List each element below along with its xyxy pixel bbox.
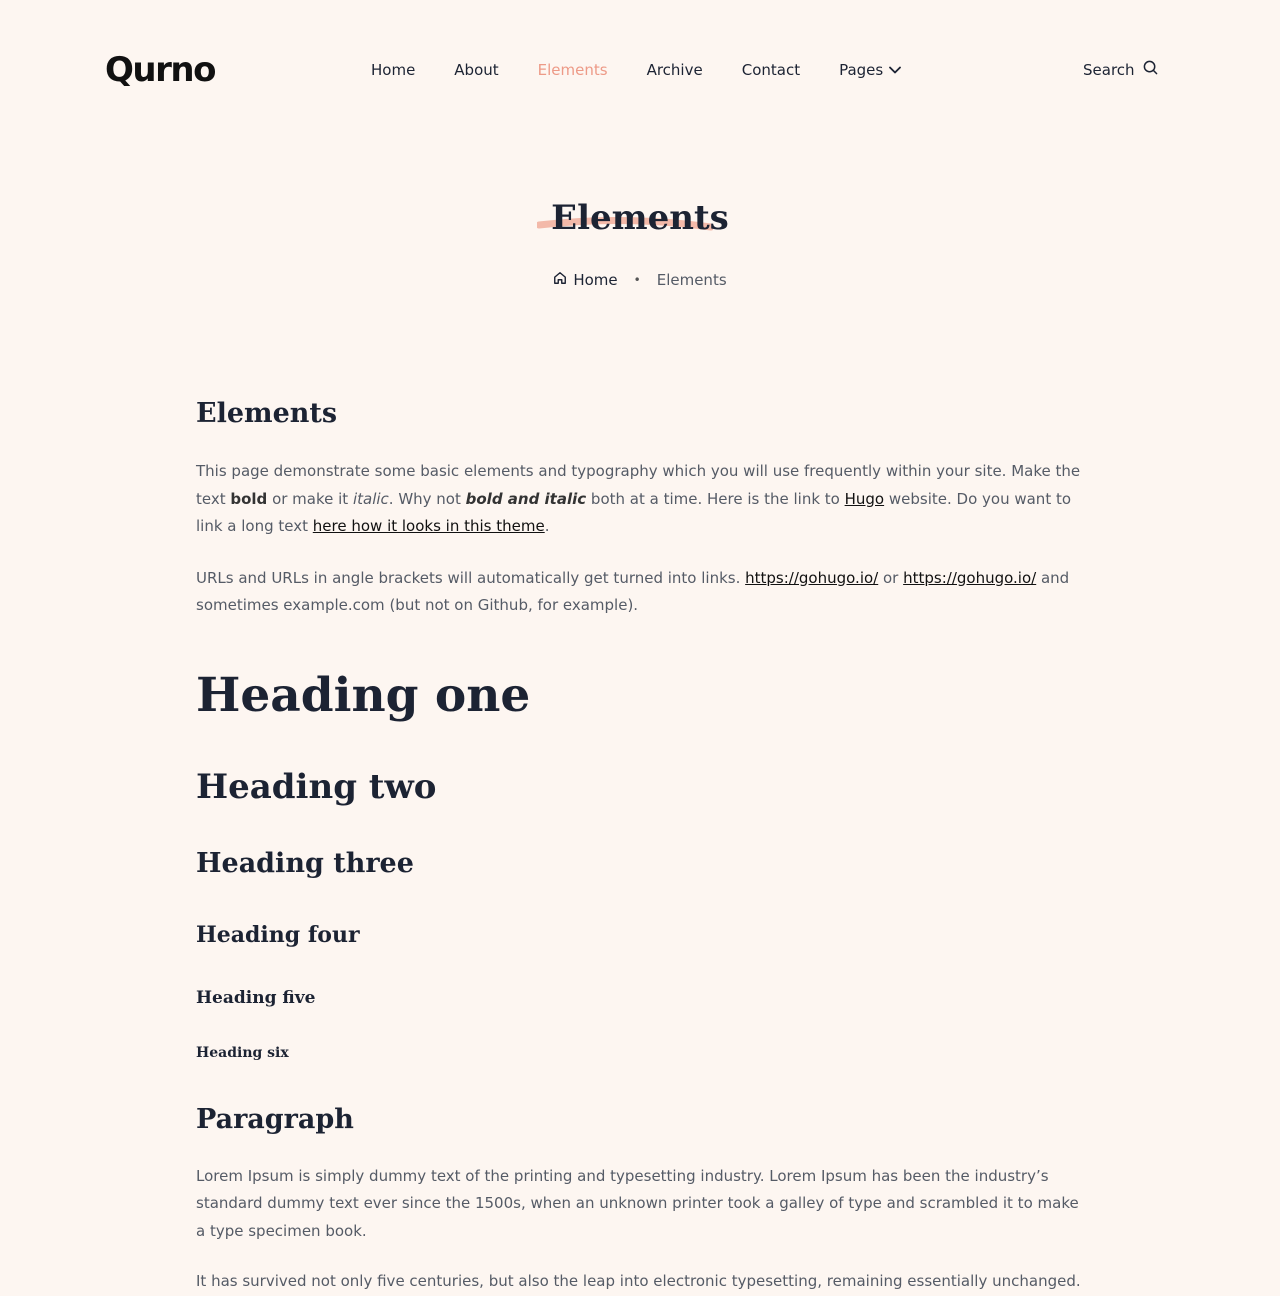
heading-one: Heading one — [196, 667, 531, 723]
text: or — [878, 568, 904, 587]
search-button[interactable] — [1083, 60, 1158, 80]
text: This page demonstrate some basic elements and typography which you will use frequently within your site. Make the text — [196, 462, 1081, 508]
gohugo-link-2[interactable]: https://gohugo.io/ — [903, 568, 1037, 587]
chevron-down-icon — [889, 66, 901, 74]
nav-pages-label: Pages — [839, 61, 884, 79]
search-label: Search — [1083, 61, 1135, 79]
text: website. Do you want to link a long text — [196, 489, 1072, 535]
text: URLs and URLs in angle brackets will automatically get turned into links. — [196, 568, 746, 587]
text: . Why not — [388, 489, 466, 508]
bold-italic-text: bold and italic — [465, 489, 587, 508]
heading-six: Heading six — [196, 1044, 289, 1061]
heading-five: Heading five — [196, 987, 316, 1008]
heading-two: Heading two — [196, 766, 437, 807]
heading-four: Heading four — [196, 921, 360, 948]
breadcrumb-home[interactable] — [553, 270, 617, 290]
breadcrumb-separator: • — [633, 273, 641, 287]
page-title-text: Elements — [551, 198, 729, 238]
site-logo[interactable]: Qurno — [105, 50, 215, 90]
site-header — [0, 0, 1280, 140]
section-title: Elements — [196, 398, 338, 429]
heading-three: Heading three — [196, 847, 414, 879]
nav-archive[interactable]: Archive — [646, 61, 703, 79]
breadcrumb-current: Elements — [656, 271, 727, 289]
lorem-paragraph-2: It has survived not only five centuries, but also the leap into electronic typesetting, remaining essentially unchanged. — [196, 1272, 1081, 1290]
text: . — [544, 517, 550, 535]
intro-paragraph — [196, 458, 1086, 541]
gohugo-link-1[interactable]: https://gohugo.io/ — [745, 568, 879, 587]
nav-pages[interactable] — [839, 60, 901, 80]
article-content — [196, 392, 1086, 1296]
urls-paragraph — [196, 565, 1086, 620]
nav-home[interactable]: Home — [371, 61, 416, 79]
nav-elements[interactable]: Elements — [537, 61, 608, 79]
page-title-area — [0, 195, 1280, 241]
long-text-link[interactable]: here how it looks in this theme — [312, 517, 545, 535]
lorem-paragraph-1: Lorem Ipsum is simply dummy text of the printing and typesetting industry. Lorem Ipsum has been the industry’s standard dummy text ever since the 1500s, when an unknown printer took a galley of type and scrambled it to make a type specimen book. — [196, 1166, 1079, 1240]
main-nav — [371, 60, 901, 80]
text: both at a time. Here is the link to — [586, 489, 845, 508]
paragraph-title: Paragraph — [196, 1103, 354, 1135]
breadcrumb — [0, 270, 1280, 290]
search-icon — [1143, 60, 1158, 80]
bold-text: bold — [230, 489, 268, 508]
text: and sometimes example.com (but not on Github, for example). — [196, 568, 1070, 614]
hugo-link[interactable]: Hugo — [844, 489, 885, 508]
breadcrumb-home-label: Home — [573, 271, 618, 289]
nav-contact[interactable]: Contact — [741, 61, 801, 79]
nav-about[interactable]: About — [454, 61, 499, 79]
home-icon — [553, 270, 567, 290]
text: or make it — [267, 489, 353, 508]
italic-text: italic — [352, 489, 389, 508]
page-title — [551, 195, 729, 241]
